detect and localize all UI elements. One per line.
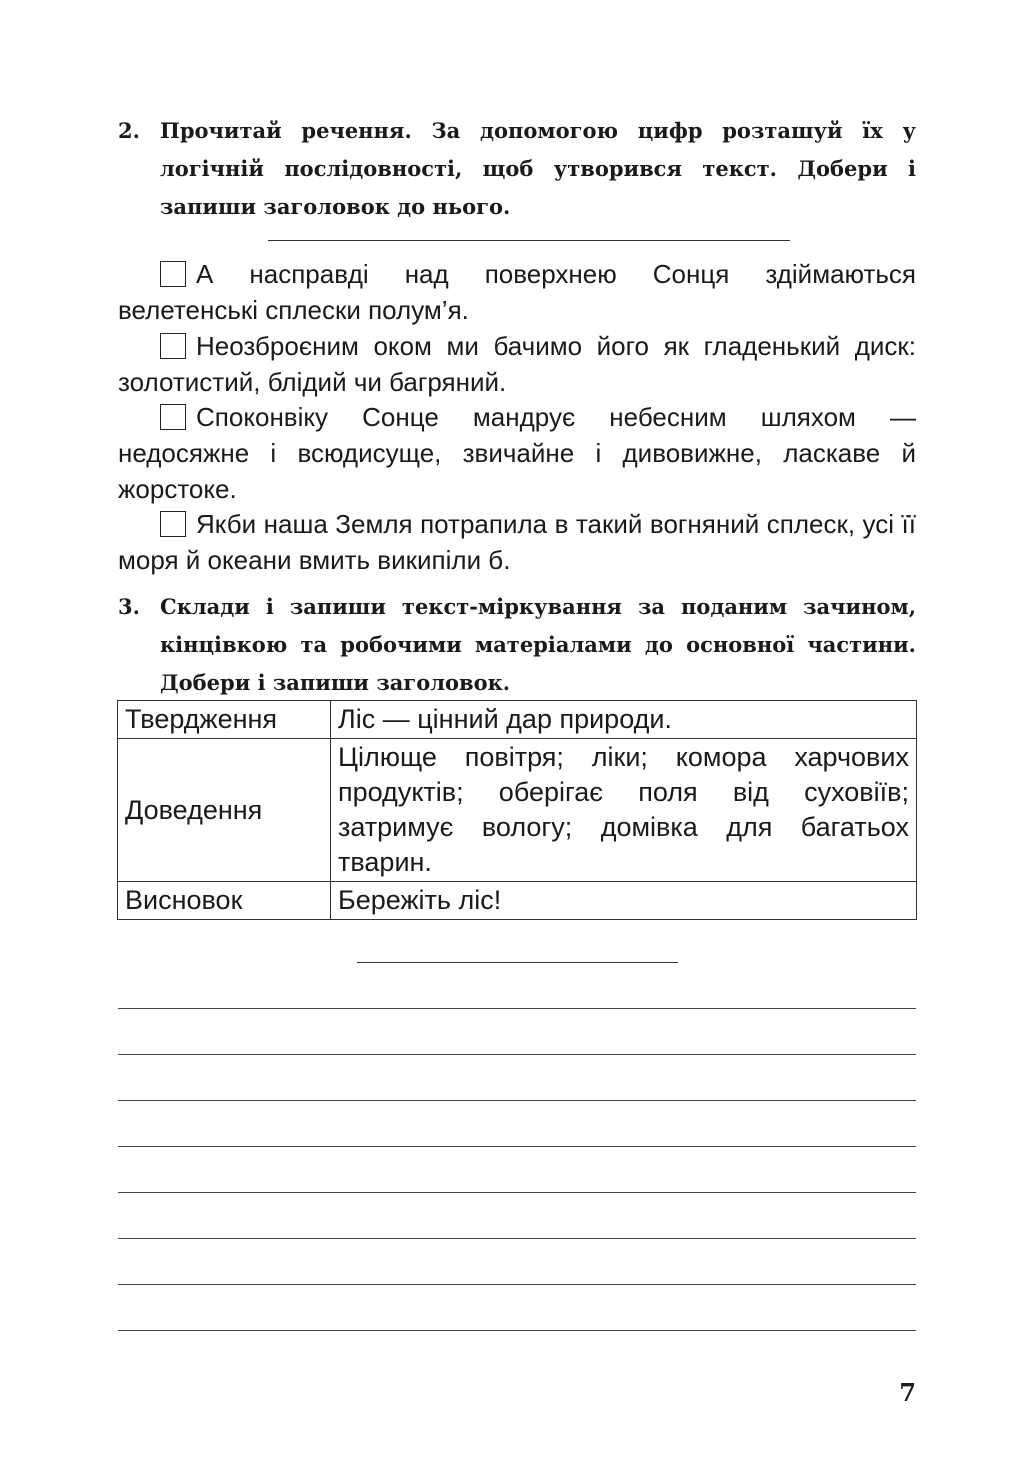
sentence-1 bbox=[118, 256, 916, 328]
table-row bbox=[118, 882, 917, 920]
sentence-4-text: Якби наша Земля потрапила в такий вогняний сплеск, усі її моря й океани вмить википіли б. bbox=[118, 509, 916, 575]
title-answer-line[interactable] bbox=[268, 240, 790, 241]
writing-line[interactable] bbox=[118, 1238, 916, 1239]
row-label: Доведення bbox=[118, 739, 331, 882]
writing-line[interactable] bbox=[118, 1008, 916, 1009]
row-value: Бережіть ліс! bbox=[331, 882, 917, 920]
table-row bbox=[118, 701, 917, 739]
task-3-number: 3. bbox=[118, 594, 140, 619]
sentence-3-text: Споконвіку Сонце мандрує небесним шляхом — недосяжне і всюдисуще, звичайне і дивовижне, ласкаве й жорстоке. bbox=[118, 402, 916, 504]
sentence-3 bbox=[118, 399, 916, 507]
page-number: 7 bbox=[899, 1378, 916, 1407]
sentence-2 bbox=[118, 328, 916, 400]
materials-table bbox=[117, 700, 917, 920]
task-3 bbox=[118, 588, 916, 702]
table-row bbox=[118, 739, 917, 882]
row-value: Ліс — цінний дар природи. bbox=[331, 701, 917, 739]
row-label: Твердження bbox=[118, 701, 331, 739]
order-box-3[interactable] bbox=[160, 404, 186, 430]
order-box-4[interactable] bbox=[160, 511, 186, 537]
sentence-1-text: А насправді над поверхнею Сонця здіймаються велетенські сплески полум’я. bbox=[118, 259, 916, 325]
task-2-number: 2. bbox=[118, 118, 140, 143]
writing-line[interactable] bbox=[118, 1330, 916, 1331]
task-2 bbox=[118, 112, 916, 226]
order-box-1[interactable] bbox=[160, 261, 186, 287]
order-box-2[interactable] bbox=[160, 333, 186, 359]
sentence-4 bbox=[118, 506, 916, 578]
row-value: Цілюще повітря; ліки; комора харчових продуктів; оберігає поля від суховіїв; затримує вологу; домівка для багатьох тварин. bbox=[331, 739, 917, 882]
row-label: Висновок bbox=[118, 882, 331, 920]
writing-line[interactable] bbox=[118, 1284, 916, 1285]
writing-line[interactable] bbox=[118, 1146, 916, 1147]
task-2-instruction: Прочитай речення. За допомогою цифр розташуй їх у логічній послідовності, щоб утворився текст. Добери і запиши заголовок до нього. bbox=[160, 118, 916, 219]
writing-line[interactable] bbox=[118, 1100, 916, 1101]
sentence-2-text: Неозброєним оком ми бачимо його як гладенький диск: золотистий, блідий чи багряний. bbox=[118, 331, 916, 397]
task-3-instruction: Склади і запиши текст-міркування за поданим зачином, кінцівкою та робочими матеріалами до основної частини. Добери і запиши заголовок. bbox=[160, 594, 916, 695]
writing-line[interactable] bbox=[118, 1054, 916, 1055]
title-answer-line-2[interactable] bbox=[357, 962, 678, 963]
writing-line[interactable] bbox=[118, 1192, 916, 1193]
